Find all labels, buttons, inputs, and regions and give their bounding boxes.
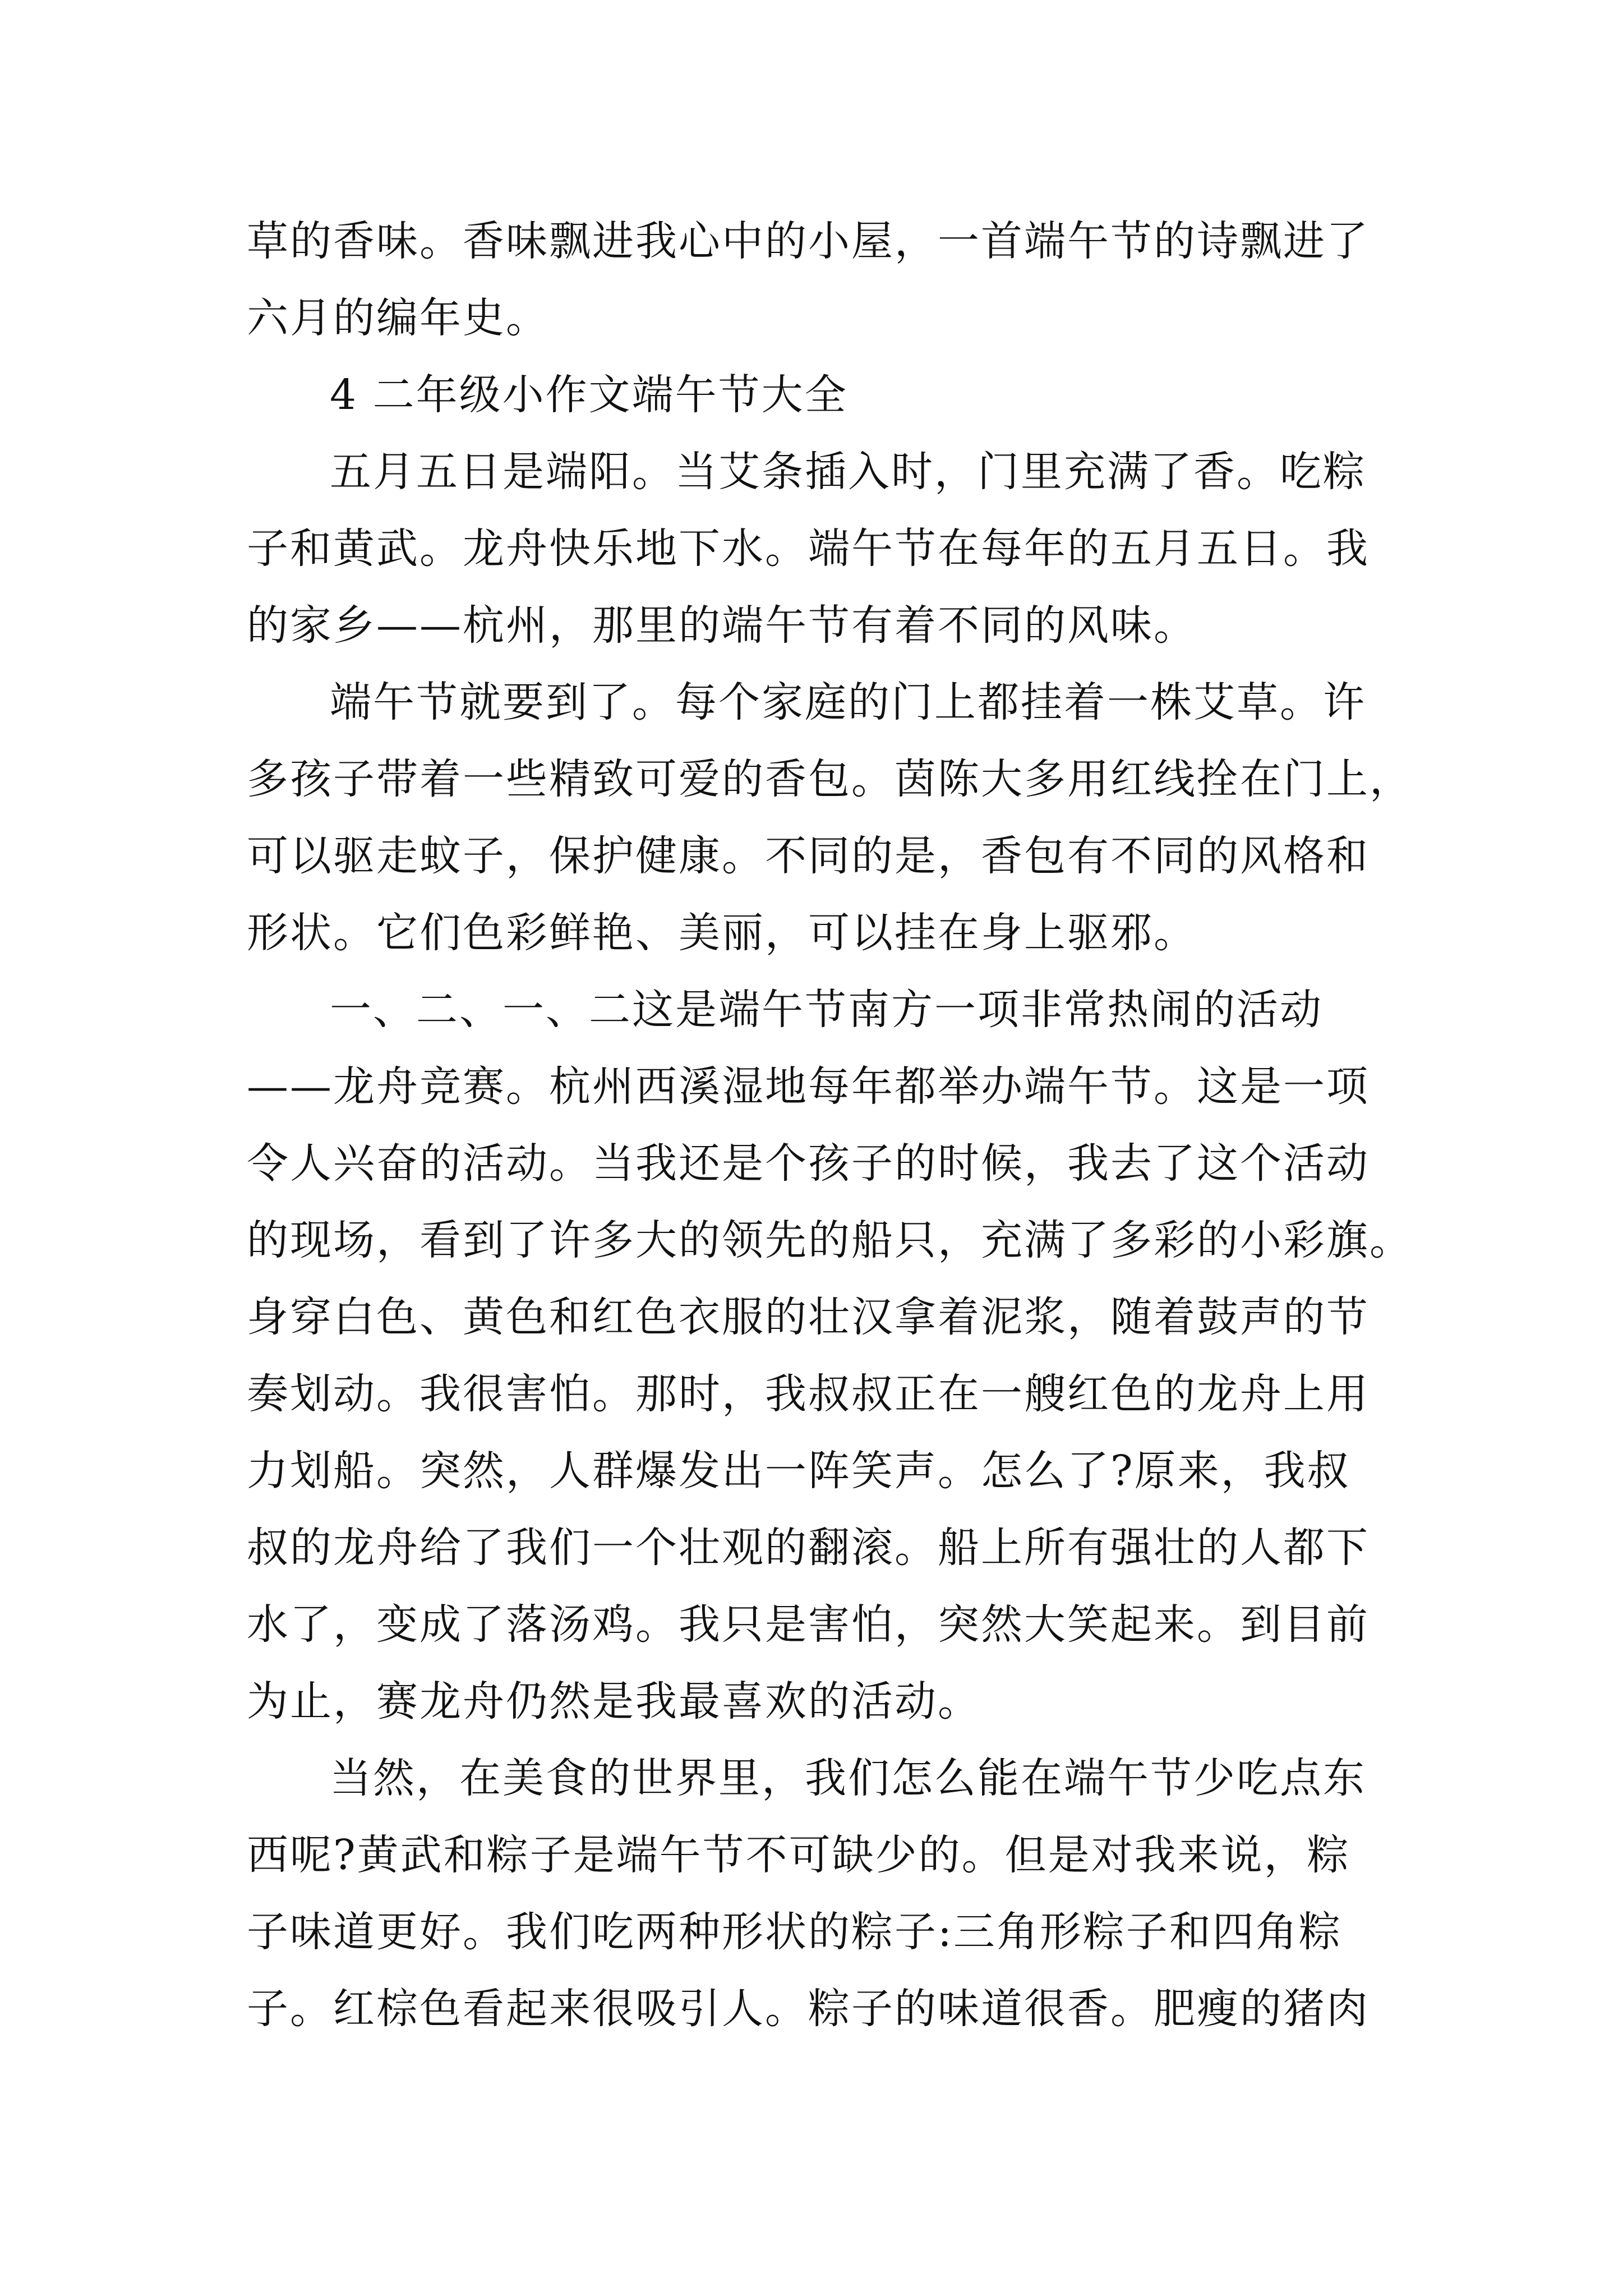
text-line: 的现场，看到了许多大的领先的船只，充满了多彩的小彩旗。 bbox=[247, 1216, 1413, 1264]
text-line: 可以驱走蚊子，保护健康。不同的是，香包有不同的风格和 bbox=[247, 832, 1370, 880]
document-body bbox=[247, 203, 1413, 2047]
text-line: 西呢?黄武和粽子是端午节不可缺少的。但是对我来说，粽 bbox=[247, 1831, 1350, 1879]
text-line: 水了，变成了落汤鸡。我只是害怕，突然大笑起来。到目前 bbox=[247, 1600, 1370, 1649]
text-line: 端午节就要到了。每个家庭的门上都挂着一株艾草。许 bbox=[330, 678, 1366, 726]
text-line: 多孩子带着一些精致可爱的香包。茵陈大多用红线拴在门上， bbox=[247, 755, 1413, 803]
text-line: 为止，赛龙舟仍然是我最喜欢的活动。 bbox=[247, 1677, 981, 1726]
text-line: 力划船。突然，人群爆发出一阵笑声。怎么了?原来，我叔 bbox=[247, 1447, 1350, 1495]
text-line: 一、二、一、二这是端午节南方一项非常热闹的活动 bbox=[330, 986, 1323, 1034]
text-line: 的家乡——杭州，那里的端午节有着不同的风味。 bbox=[247, 601, 1197, 650]
text-line: 子味道更好。我们吃两种形状的粽子:三角形粽子和四角粽 bbox=[247, 1908, 1342, 1956]
text-line: 六月的编年史。 bbox=[247, 294, 549, 342]
text-line: 当然，在美食的世界里，我们怎么能在端午节少吃点东 bbox=[330, 1754, 1366, 1802]
text-line: 奏划动。我很害怕。那时，我叔叔正在一艘红色的龙舟上用 bbox=[247, 1370, 1370, 1418]
text-line: ——龙舟竞赛。杭州西溪湿地每年都举办端午节。这是一项 bbox=[247, 1062, 1370, 1111]
text-line: 子。红棕色看起来很吸引人。粽子的味道很香。肥瘦的猪肉 bbox=[247, 1985, 1370, 2033]
text-line: 子和黄武。龙舟快乐地下水。端午节在每年的五月五日。我 bbox=[247, 524, 1370, 573]
text-line: 形状。它们色彩鲜艳、美丽，可以挂在身上驱邪。 bbox=[247, 909, 1197, 957]
text-line: 令人兴奋的活动。当我还是个孩子的时候，我去了这个活动 bbox=[247, 1139, 1370, 1188]
text-line: 草的香味。香味飘进我心中的小屋，一首端午节的诗飘进了 bbox=[247, 217, 1370, 265]
text-line: 叔的龙舟给了我们一个壮观的翻滚。船上所有强壮的人都下 bbox=[247, 1524, 1370, 1572]
section-heading: 4 二年级小作文端午节大全 bbox=[330, 371, 848, 419]
text-line: 五月五日是端阳。当艾条插入时，门里充满了香。吃粽 bbox=[330, 448, 1366, 496]
text-line: 身穿白色、黄色和红色衣服的壮汉拿着泥浆，随着鼓声的节 bbox=[247, 1293, 1370, 1341]
